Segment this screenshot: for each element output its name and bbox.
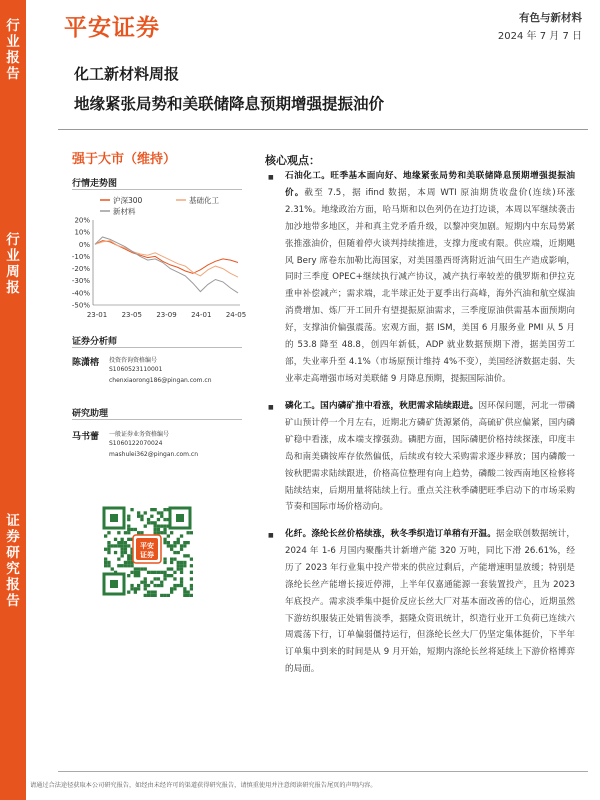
qr-module (124, 564, 127, 567)
qr-module (140, 581, 143, 584)
qr-module (121, 548, 124, 551)
assistant-section-label: 研究助理 (72, 409, 109, 419)
qr-module (147, 584, 150, 587)
assistant-email[interactable]: mashulei362@pingan.com.cn (109, 451, 199, 458)
qr-module (167, 534, 170, 537)
section-divider (72, 347, 242, 348)
qr-module (170, 558, 173, 561)
qr-module (107, 531, 110, 534)
qr-module (134, 574, 137, 577)
company-logo: 平安证券 (64, 14, 160, 41)
qr-module (147, 521, 150, 524)
qr-module (127, 591, 130, 594)
x-tick-label: 23-09 (156, 311, 177, 319)
qr-module (140, 518, 143, 521)
analyst-name: 陈潇榕 (72, 358, 100, 368)
qr-module (163, 561, 166, 564)
qr-module (114, 551, 117, 554)
qr-module (190, 584, 193, 587)
qr-module (180, 548, 183, 551)
qr-center-logo-icon (133, 535, 161, 563)
qr-module (107, 564, 110, 567)
title-divider (58, 129, 588, 130)
qr-module (160, 525, 163, 528)
qr-module (124, 551, 127, 554)
qr-module (127, 554, 130, 557)
qr-module (163, 508, 166, 511)
qr-module (157, 528, 160, 531)
qr-module (170, 587, 173, 590)
qr-module (160, 511, 163, 514)
qr-module (127, 531, 130, 534)
qr-module (167, 574, 170, 577)
qr-module (130, 528, 133, 531)
qr-module (107, 548, 110, 551)
qr-module (163, 525, 166, 528)
qr-module (150, 508, 153, 511)
qr-module (173, 571, 176, 574)
qr-module (154, 521, 157, 524)
qr-module (124, 544, 127, 547)
qr-module (173, 551, 176, 554)
qr-module (104, 564, 107, 567)
qr-module (183, 587, 186, 590)
analyst-email[interactable]: chenxiaorong186@pingan.com.cn (109, 377, 212, 384)
qr-module (177, 541, 180, 544)
svg-text:平安: 平安 (140, 542, 154, 550)
qr-module (144, 584, 147, 587)
qr-module (121, 554, 124, 557)
qr-module (190, 577, 193, 580)
qr-module (124, 531, 127, 534)
qr-module (173, 584, 176, 587)
qr-module (134, 587, 137, 590)
x-tick-label: 24-05 (225, 311, 247, 319)
y-tick-label: 20% (74, 216, 90, 225)
qr-module (150, 521, 153, 524)
qr-module (104, 561, 107, 564)
footer-disclaimer: 请通过合法途径获取本公司研究报告，如经由未经许可的渠道获得研究报告，请慎重使用并注意阅读研究报告尾页的声明内容。 (30, 782, 377, 789)
qr-module (180, 561, 183, 564)
qr-module (180, 571, 183, 574)
qr-module (117, 564, 120, 567)
qr-module (150, 591, 153, 594)
qr-module (157, 584, 160, 587)
qr-module (104, 558, 107, 561)
qr-module (137, 515, 140, 518)
qr-module (150, 571, 153, 574)
qr-module (163, 518, 166, 521)
qr-module (190, 587, 193, 590)
qr-module (111, 544, 114, 547)
qr-module (127, 525, 130, 528)
qr-module (104, 534, 107, 537)
series-line-chem (95, 241, 238, 278)
qr-module (160, 571, 163, 574)
qr-module (134, 528, 137, 531)
y-tick-label: -50% (71, 301, 90, 310)
qr-module (160, 581, 163, 584)
x-tick-label: 24-01 (191, 311, 212, 319)
qr-module (180, 564, 183, 567)
qr-module (137, 531, 140, 534)
rating-label: 强于大市（维持） (72, 152, 177, 167)
assistant-cert-code: S1060122070024 (109, 440, 163, 447)
qr-module (177, 551, 180, 554)
qr-module (127, 528, 130, 531)
qr-module (187, 591, 190, 594)
qr-module (127, 518, 130, 521)
qr-module (107, 544, 110, 547)
qr-module (163, 571, 166, 574)
qr-module (160, 531, 163, 534)
qr-module (183, 541, 186, 544)
qr-module (144, 567, 147, 570)
qr-module (150, 594, 153, 597)
qr-module (114, 544, 117, 547)
qr-module (173, 541, 176, 544)
qr-module (190, 564, 193, 567)
qr-module (157, 571, 160, 574)
qr-module (157, 525, 160, 528)
qr-module (157, 577, 160, 580)
qr-module (180, 581, 183, 584)
qr-module (154, 577, 157, 580)
qr-module (173, 558, 176, 561)
analyst-cert-label: 投资咨询资格编号 (109, 357, 158, 364)
qr-module (170, 574, 173, 577)
qr-module (183, 594, 186, 597)
qr-module (121, 544, 124, 547)
qr-module (154, 531, 157, 534)
qr-module (137, 584, 140, 587)
qr-module (154, 591, 157, 594)
legend-label-hs300: 沪深300 (113, 196, 143, 205)
qr-module (134, 591, 137, 594)
qr-module (180, 567, 183, 570)
qr-module (163, 541, 166, 544)
qr-module (177, 567, 180, 570)
qr-module (144, 581, 147, 584)
qr-module (137, 567, 140, 570)
qr-module (190, 531, 193, 534)
sector-label: 有色与新材料 (519, 12, 582, 24)
qr-module (170, 548, 173, 551)
qr-module (140, 515, 143, 518)
analyst-cert-code: S1060523110001 (109, 366, 163, 373)
qr-module (134, 571, 137, 574)
y-tick-label: 10% (74, 228, 90, 237)
qr-module (127, 544, 130, 547)
qr-module (127, 561, 130, 564)
qr-module (167, 541, 170, 544)
qr-module (154, 528, 157, 531)
qr-module (163, 574, 166, 577)
assistant-name: 马书蕾 (72, 432, 100, 442)
qr-module (170, 544, 173, 547)
qr-module (183, 554, 186, 557)
qr-module (124, 561, 127, 564)
qr-module (160, 594, 163, 597)
sidebar-text-report-type: 行业报告 (6, 18, 20, 82)
footer-divider (58, 771, 588, 772)
qr-module (121, 541, 124, 544)
left-sidebar (0, 0, 26, 800)
core-paragraph-fiber: 化纤。涤纶长丝价格续涨，秋冬季织造订单稍有开温。据金联创数据统计，2024 年 1-6 月国内聚酯共计新增产能 320 万吨，同比下滑 26.61%，经历了 2023 年行业集中投产带来的供应过剩后，产能增速明显放缓；特别是涤纶长丝产能增长接近停滞，上半年仅嘉通能源一套装置投产，且为 2023 年底投产。需求淡季集中挺价反应长丝大厂对基本面改善的信心，近期虽然下游纺织服装正处销售淡季，据隆众资讯统计，织造行业开工负荷已连续六周震荡下行，订单偏弱僵持运行，但涤纶长丝大厂仍坚定集体挺价，下半年订单集中到来的时间是从 9 月开始，短期内涤纶长丝将延续上下游价格博弈的局面。 (285, 529, 575, 675)
qr-module (127, 538, 130, 541)
qr-module (130, 571, 133, 574)
qr-module (137, 511, 140, 514)
qr-module (187, 531, 190, 534)
qr-module (137, 571, 140, 574)
qr-module (180, 584, 183, 587)
qr-module (163, 594, 166, 597)
qr-module (121, 551, 124, 554)
qr-module (117, 531, 120, 534)
qr-module (154, 584, 157, 587)
qr-module (177, 561, 180, 564)
qr-module (124, 548, 127, 551)
y-tick-label: -30% (71, 277, 90, 286)
qr-module (137, 574, 140, 577)
section-divider (72, 419, 242, 420)
qr-module (180, 544, 183, 547)
qr-module (187, 554, 190, 557)
qr-module (144, 525, 147, 528)
qr-code[interactable] (101, 505, 193, 597)
sidebar-text-weekly: 行业周报 (6, 232, 20, 296)
qr-module (163, 528, 166, 531)
y-tick-label: -10% (71, 252, 90, 261)
qr-module (170, 567, 173, 570)
qr-module (144, 594, 147, 597)
qr-module (127, 558, 130, 561)
qr-module (163, 538, 166, 541)
qr-module (130, 508, 133, 511)
core-paragraph-phosphorus: 磷化工。国内磷矿推中看涨，秋肥需求陆续跟进。因环保问题，河北一带磷矿山预计停一个月左右，近期北方磷矿货源紧俏，高硫矿供应偏紧，国内磷矿稳中看涨，成本端支撑强劲。磷肥方面，国际磷肥价格持续探涨，印度丰岛和南美磷铵库存依然偏低，后续或有较大采购需求逐步释放；国内磷酸一铵秋肥需求陆续跟进，价格高位整理有向上趋势，磷酸二铵西南地区检修将陆续结束，后期用量将陆续上行。重点关注秋季磷肥旺季启动下的市场采购节奏和国际市场价格动向。 (285, 401, 575, 513)
report-main-title: 地缘紧张局势和美联储降息预期增强提振油价 (74, 95, 385, 113)
qr-module (107, 561, 110, 564)
y-tick-label: 0% (78, 240, 90, 249)
qr-module (190, 558, 193, 561)
assistant-cert-label: 一般证券业务资格编号 (109, 431, 170, 438)
trend-chart (58, 190, 248, 325)
qr-module (163, 531, 166, 534)
x-tick-label: 23-05 (121, 311, 142, 319)
qr-module (170, 561, 173, 564)
qr-module (140, 531, 143, 534)
qr-module (163, 577, 166, 580)
legend-label-chem: 基础化工 (189, 196, 219, 205)
x-tick-label: 23-01 (86, 311, 108, 319)
qr-module (167, 544, 170, 547)
qr-module (173, 587, 176, 590)
qr-module (147, 594, 150, 597)
qr-module (147, 571, 150, 574)
qr-module (173, 577, 176, 580)
qr-module (160, 515, 163, 518)
trend-chart-label: 行情走势图 (72, 179, 118, 189)
qr-module (183, 544, 186, 547)
sidebar-text-research: 证券研究报告 (6, 513, 20, 609)
qr-module (137, 587, 140, 590)
qr-module (154, 508, 157, 511)
series-line-hs300 (95, 241, 238, 274)
report-date: 2024 年 7 月 7 日 (497, 31, 582, 42)
qr-module (183, 564, 186, 567)
qr-module (130, 587, 133, 590)
qr-module (190, 571, 193, 574)
qr-module (117, 544, 120, 547)
qr-module (177, 564, 180, 567)
qr-module (157, 531, 160, 534)
qr-module (150, 581, 153, 584)
qr-module (183, 561, 186, 564)
qr-module (150, 515, 153, 518)
qr-module (147, 591, 150, 594)
qr-module (183, 591, 186, 594)
qr-module (114, 538, 117, 541)
qr-module (124, 541, 127, 544)
qr-module (170, 591, 173, 594)
qr-module (121, 538, 124, 541)
qr-module (177, 584, 180, 587)
qr-module (157, 511, 160, 514)
qr-module (154, 594, 157, 597)
legend-label-newmat: 新材料 (113, 207, 136, 216)
qr-module (127, 574, 130, 577)
qr-module (170, 531, 173, 534)
bullet-icon: ■ (268, 174, 274, 181)
qr-module (134, 567, 137, 570)
qr-module (167, 594, 170, 597)
qr-module (130, 584, 133, 587)
bullet-icon: ■ (268, 404, 274, 411)
qr-module (154, 571, 157, 574)
qr-module (107, 551, 110, 554)
report-series-title: 化工新材料周报 (74, 65, 180, 83)
qr-module (117, 558, 120, 561)
qr-module (187, 541, 190, 544)
qr-module (157, 518, 160, 521)
qr-module (104, 548, 107, 551)
qr-module (167, 567, 170, 570)
qr-module (147, 518, 150, 521)
y-tick-label: -20% (71, 265, 90, 274)
qr-module (144, 511, 147, 514)
core-paragraph-petrochem: 石油化工。旺季基本面向好、地缘紧张局势和美联储降息预期增强提振油价。截至 7.5，据 ifind 数据，本周 WTI 原油期货收盘价(连续)环涨 2.31%。地缘政治方面，哈马斯和以色列仍在边打边谈，本周以军继续袭击加沙地带多地区，并和真主党矛盾升级，以黎冲突加剧。短期内中东局势紧张推涨油价，但随着停火谈判持续推进，支撑力度或有限。供应端，近期飓风 Bery 席卷东加勒比海国家，对美国墨西哥湾附近油气田生产造成影响，同时三季度 OPEC+继续执行减产协议，减产执行率较差的俄罗斯和伊拉克重申补偿减产；需求端，北半球正处于夏季出行高峰，海外汽油和航空煤油消费增加、炼厂开工回升有望提振原油需求，三季度原油供需基本面预期向好，支撑油价偏强震荡。宏观方面，据 ISM，美国 6 月服务业 PMI 从 5 月的 53.8 降至 48.8，创四年新低，ADP 就业数据预期下滑，据美国劳工部，失业率升至 4.1%（市场原预计维持 4%不变），美国经济数据走弱、失业率走高增强市场对美联储 9 月降息预期，提振国际油价。 (285, 171, 575, 384)
qr-module (177, 538, 180, 541)
qr-module (107, 541, 110, 544)
qr-module (190, 594, 193, 597)
qr-module (144, 587, 147, 590)
bullet-icon: ■ (268, 532, 274, 539)
qr-module (127, 564, 130, 567)
qr-module (117, 541, 120, 544)
qr-module (111, 567, 114, 570)
qr-module (140, 567, 143, 570)
y-tick-label: -40% (71, 289, 90, 298)
analyst-section-label: 证券分析师 (72, 337, 118, 347)
qr-module (127, 515, 130, 518)
core-viewpoint-heading: 核心观点： (265, 154, 320, 167)
svg-text:证券: 证券 (140, 551, 154, 559)
qr-module (163, 558, 166, 561)
qr-module (180, 577, 183, 580)
qr-module (173, 544, 176, 547)
qr-module (154, 525, 157, 528)
qr-module (144, 577, 147, 580)
qr-module (130, 564, 133, 567)
qr-module (121, 564, 124, 567)
qr-module (180, 534, 183, 537)
qr-module (187, 594, 190, 597)
qr-module (160, 584, 163, 587)
